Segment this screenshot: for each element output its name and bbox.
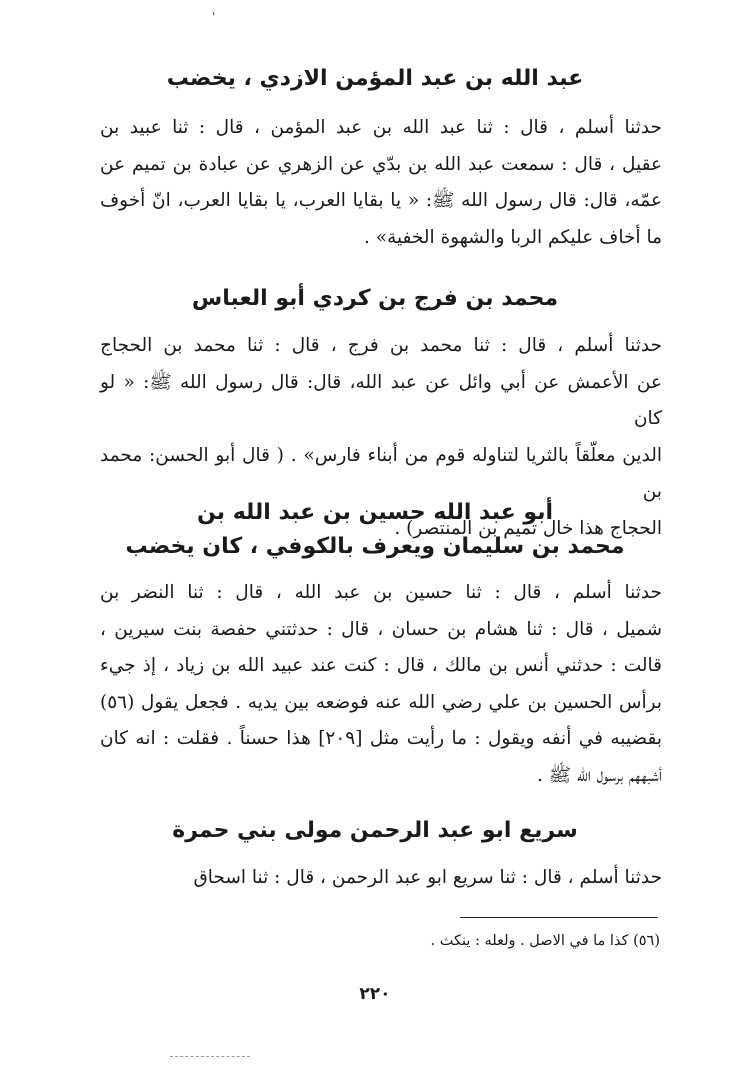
- paragraph-line: برأس الحسين بن علي رضي الله عنه فوضعه بين يديه . فجعل يقول (٥٦): [100, 691, 662, 713]
- top-mark: ': [212, 10, 216, 24]
- paragraph-line: عن الأعمش عن أبي وائل عن عبد الله، قال: قال رسول الله ﷺ: « لو كان: [100, 371, 662, 429]
- section-paragraph-4: [100, 860, 662, 897]
- paragraph-line: بقضيبه في أنفه ويقول : ما رأيت مثل [٢٠٩] هذا حسناً . فقلت : انه كان: [100, 728, 662, 749]
- footnote: (٥٦) كذا ما في الاصل . ولعله : ينكث .: [430, 933, 660, 949]
- paragraph-line: عقيل ، قال : سمعت عبد الله بن بدّي عن الزهري عن عبادة بن تميم عن: [100, 153, 662, 175]
- paragraph-line: حدثنا أسلم ، قال : ثنا عبد الله بن عبد المؤمن ، قال : ثنا عبيد بن: [100, 117, 662, 138]
- paragraph-line: الدين معلّقاً بالثريا لتناوله قوم من أبناء فارس» . ( قال أبو الحسن: محمد بن: [100, 444, 662, 502]
- paragraph-line: حدثنا أسلم ، قال : ثنا حسين بن عبد الله ، قال : ثنا النضر بن: [100, 582, 662, 603]
- scan-artifact-dashes: [170, 1056, 250, 1057]
- section-heading-3: [100, 496, 650, 564]
- section-heading-3-line-2: محمد بن سليمان ويعرف بالكوفي ، كان يخضب: [125, 534, 625, 559]
- paragraph-line: حدثنا أسلم ، قال : ثنا سريع ابو عبد الرحمن ، قال : ثنا اسحاق: [193, 867, 662, 888]
- footnote-divider: [460, 917, 658, 918]
- section-heading-4: [100, 814, 650, 848]
- paragraph-line: الحجاج هذا خال تميم بن المنتصر) .: [394, 517, 662, 539]
- page-number: ٢٢٠: [359, 984, 391, 1004]
- paragraph-line: عمّه، قال: قال رسول الله ﷺ: « يا بقايا العرب، يا بقايا العرب، انّ أخوف: [100, 190, 662, 211]
- section-heading-4-line-1: سريع ابو عبد الرحمن مولى بني حمرة: [172, 818, 578, 843]
- paragraph-line: حدثنا أسلم ، قال : ثنا محمد بن فرج ، قال : ثنا محمد بن الحجاج: [100, 335, 662, 356]
- section-heading-1: [100, 62, 650, 96]
- section-heading-3-line-1: أبو عبد الله حسين بن عبد الله بن: [196, 500, 554, 525]
- paragraph-line: شميل ، قال : ثنا هشام بن حسان ، قال : حدثتني حفصة بنت سيرين ،: [100, 618, 662, 640]
- section-heading-2: [100, 282, 650, 316]
- section-heading-1-line-1: عبد الله بن عبد المؤمن الازدي ، يخضب: [166, 66, 584, 91]
- paragraph-line: ما أخاف عليكم الربا والشهوة الخفية» .: [363, 226, 662, 248]
- section-paragraph-1: [100, 110, 662, 256]
- paragraph-line: أشبههم برسول الله ﷺ .: [536, 764, 662, 786]
- section-paragraph-3: [100, 575, 662, 794]
- paragraph-line: قالت : حدثني أنس بن مالك ، قال : كنت عند عبيد الله بن زياد ، إذ جيء: [100, 655, 662, 676]
- section-heading-2-line-1: محمد بن فرج بن كردي أبو العباس: [191, 286, 559, 311]
